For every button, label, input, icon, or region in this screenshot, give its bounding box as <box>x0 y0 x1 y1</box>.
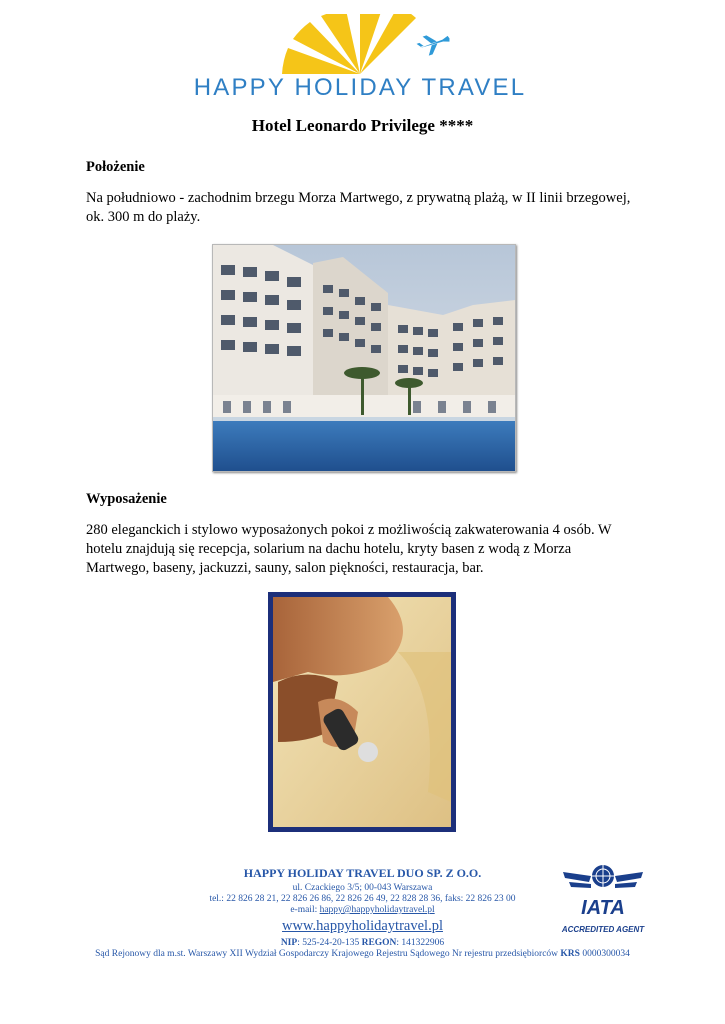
footer-website-link[interactable]: www.happyholidaytravel.pl <box>282 918 443 934</box>
footer-address: ul. Czackiego 3/5; 00-043 Warszawa <box>292 883 433 893</box>
text-line: 280 eleganckich i stylowo wyposażonych pokoi z możliwością zakwaterowania 4 osób. W <box>86 522 612 538</box>
section-text-location <box>86 189 646 227</box>
section-heading-amenities: Wyposażenie <box>86 491 167 507</box>
airplane-icon <box>415 29 453 58</box>
section-heading-location: Położenie <box>86 159 145 175</box>
nip-value: : 525-24-20-135 <box>297 938 362 948</box>
footer-email-label: e-mail: <box>290 905 320 915</box>
nip-label: NIP <box>280 938 298 948</box>
brand-name: HAPPY HOLIDAY TRAVEL <box>193 74 527 101</box>
spa-photo <box>268 592 456 832</box>
text-line: Na południowo - zachodnim brzegu Morza Martwego, z prywatną plażą, w II linii brzegowej, <box>86 190 631 206</box>
brand-logo <box>190 14 530 102</box>
text-line: Martwego, baseny, jackuzzi, sauny, salon piękności, restauracja, bar. <box>86 560 484 576</box>
court-text: Sąd Rejonowy dla m.st. Warszawy XII Wydział Gospodarczy Krajowego Rejestru Sądowego Nr rejestru przedsiębiorców <box>95 949 561 959</box>
iata-logo <box>561 862 645 936</box>
hotel-photo <box>212 244 516 472</box>
page-title: Hotel Leonardo Privilege **** <box>251 116 474 135</box>
footer-email-link[interactable]: happy@happyholidaytravel.pl <box>319 905 435 915</box>
sun-logo-icon <box>190 14 530 76</box>
footer-phones: tel.: 22 826 28 21, 22 826 26 86, 22 826 26 49, 22 828 28 36, faks: 22 826 23 00 <box>209 894 516 904</box>
footer-nip-regon <box>0 938 725 948</box>
regon-label: REGON <box>361 938 397 948</box>
footer-court-registration <box>0 949 725 959</box>
footer-company-name: HAPPY HOLIDAY TRAVEL DUO SP. Z O.O. <box>243 866 482 880</box>
regon-value: : 141322906 <box>396 938 445 948</box>
text-line: hotelu znajdują się recepcja, solarium na dachu hotelu, kryty basen z wodą z Morza <box>86 541 572 557</box>
iata-subtext: ACCREDITED AGENT <box>561 925 645 934</box>
section-text-amenities <box>86 521 646 578</box>
krs-label: KRS <box>560 949 580 959</box>
iata-text: IATA <box>581 897 625 919</box>
iata-globe-icon <box>561 862 645 936</box>
krs-value: 0000300034 <box>579 949 630 959</box>
text-line: ok. 300 m do plaży. <box>86 209 201 225</box>
